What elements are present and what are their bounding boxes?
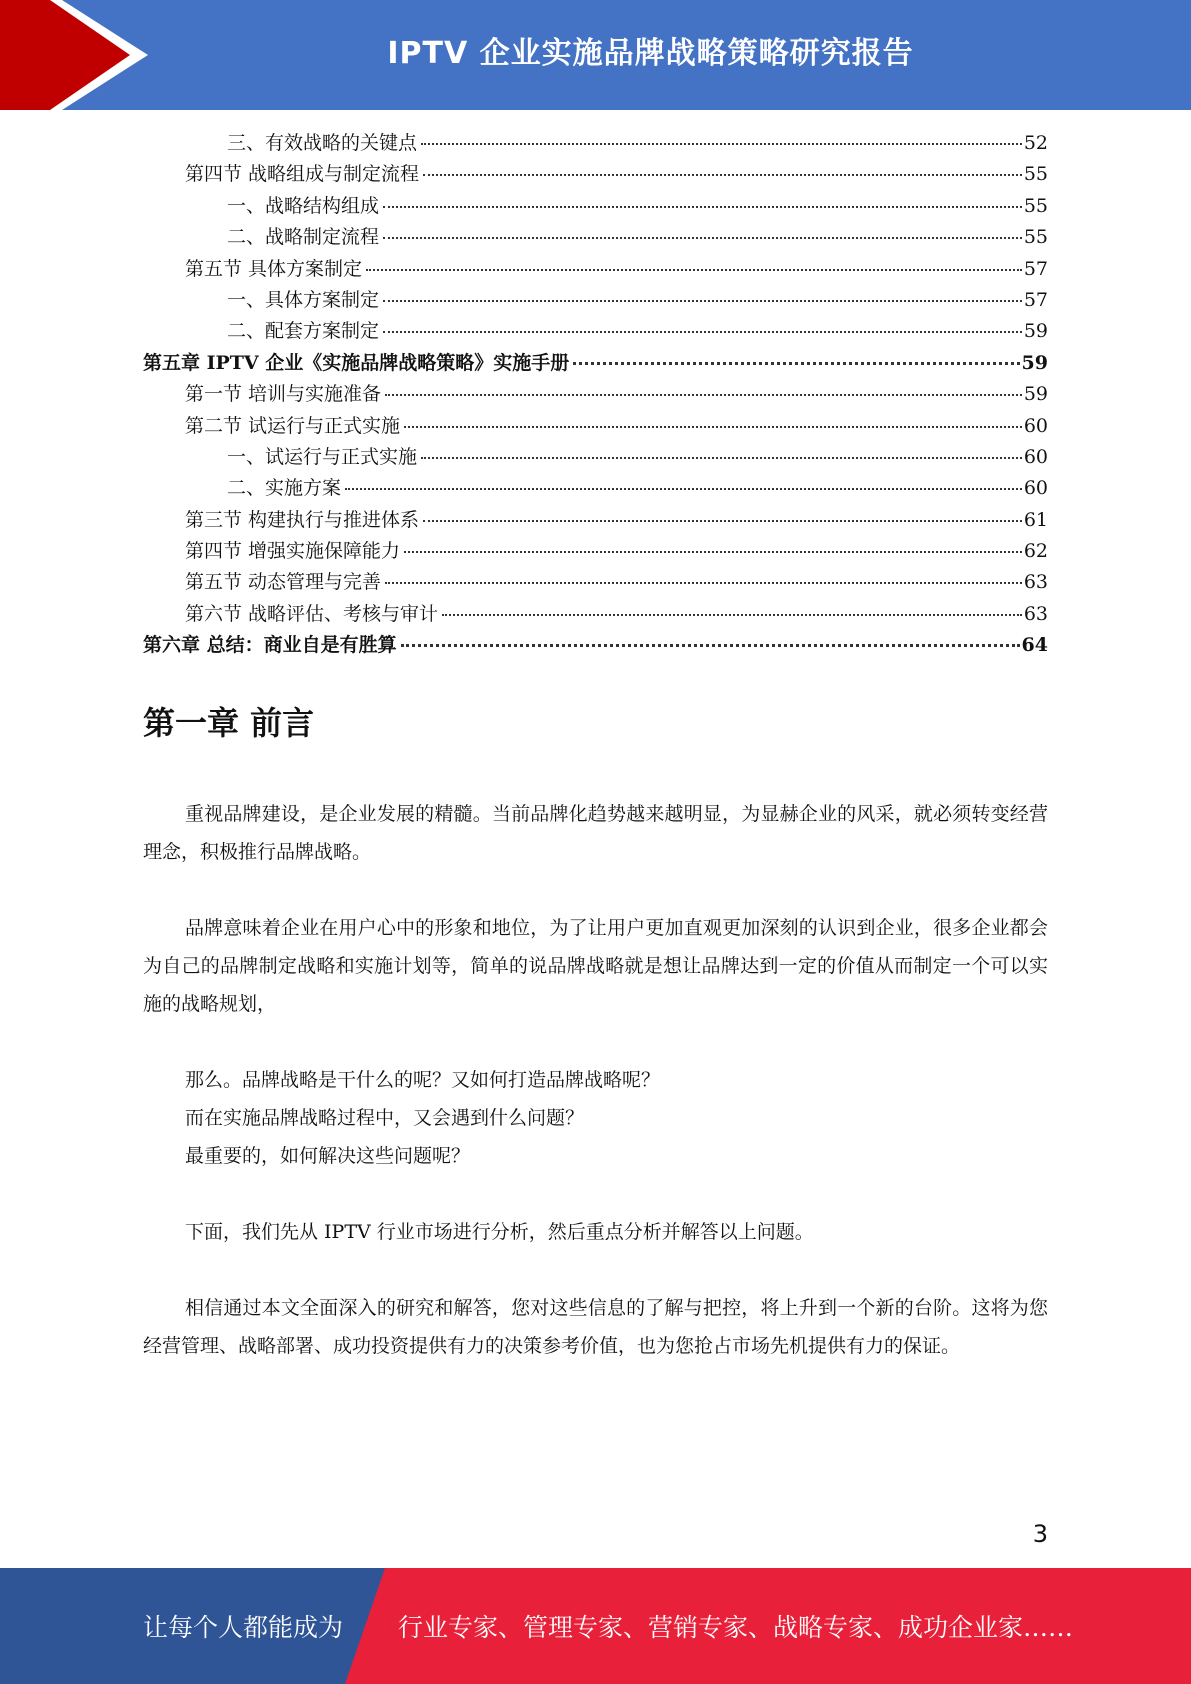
toc-entry[interactable] [143,222,1048,253]
toc-leader-dots [421,143,1022,145]
page-header [0,0,1191,110]
question-1: 那么。品牌战略是干什么的呢？又如何打造品牌战略呢？ [185,1069,661,1091]
chapter-title: 第一章 前言 [143,704,315,742]
toc-entry-title: 第二节 试运行与正式实施 [185,414,401,437]
toc-entry-page: 57 [1023,257,1048,280]
toc-entry-page: 60 [1023,477,1048,500]
page-number: 3 [1032,1520,1048,1548]
toc-entry[interactable] [143,442,1048,473]
toc-entry-title: 第五节 具体方案制定 [185,257,363,280]
toc-entry-title: 第四节 战略组成与制定流程 [185,163,420,186]
toc-entry-title: 二、配套方案制定 [227,320,380,343]
toc-entry[interactable] [143,473,1048,504]
toc-leader-dots [345,488,1022,490]
toc-entry-title: 一、战略结构组成 [227,194,380,217]
question-list [143,1061,1048,1175]
table-of-contents [143,128,1048,662]
footer-slogan-right: 行业专家、管理专家、营销专家、战略专家、成功企业家…… [398,1613,1074,1642]
header-title: IPTV 企业实施品牌战略策略研究报告 [387,36,914,71]
footer-slogan-left: 让每个人都能成为 [143,1613,344,1642]
toc-entry[interactable] [143,316,1048,347]
toc-leader-dots [383,237,1022,239]
toc-leader-dots [423,520,1022,522]
toc-entry-page: 60 [1023,414,1048,437]
toc-leader-dots [383,206,1022,208]
toc-entry[interactable] [143,191,1048,222]
toc-leader-dots [385,582,1022,584]
toc-leader-dots [442,614,1022,616]
toc-leader-dots [366,269,1022,271]
toc-entry-title: 第五节 动态管理与完善 [185,571,382,594]
toc-entry-title: 三、有效战略的关键点 [227,132,418,154]
toc-leader-dots [573,362,1019,365]
paragraph-4: 相信通过本文全面深入的研究和解答，您对这些信息的了解与把控，将上升到一个新的台阶。这将为您经营管理、战略部署、成功投资提供有力的决策参考价值，也为您抢占市场先机提供有力的保证。 [143,1297,1048,1357]
toc-entry[interactable] [143,536,1048,567]
toc-entry-page: 59 [1021,351,1048,374]
paragraph-3: 下面，我们先从 IPTV 行业市场进行分析，然后重点分析并解答以上问题。 [185,1221,814,1243]
toc-leader-dots [383,331,1022,333]
toc-leader-dots [404,551,1022,553]
toc-entry[interactable] [143,411,1048,442]
page-footer [0,1568,1191,1684]
toc-entry[interactable] [143,599,1048,630]
toc-leader-dots [421,457,1022,459]
toc-entry-title: 第六节 战略评估、考核与审计 [185,602,439,625]
question-2: 而在实施品牌战略过程中，又会遇到什么问题？ [185,1107,585,1129]
toc-entry[interactable] [143,159,1048,190]
toc-entry-title: 第三节 构建执行与推进体系 [185,508,420,531]
toc-entry-page: 57 [1023,288,1048,311]
toc-entry-title: 第六章 总结：商业自是有胜算 [143,634,397,657]
toc-entry[interactable] [143,379,1048,410]
toc-entry-title: 第四节 增强实施保障能力 [185,540,401,563]
toc-entry[interactable] [143,505,1048,536]
toc-entry-page: 55 [1023,226,1048,249]
toc-leader-dots [423,174,1022,176]
toc-entry-page: 63 [1023,571,1048,594]
toc-entry-page: 52 [1023,132,1048,154]
toc-entry-page: 62 [1023,540,1048,563]
toc-entry-page: 55 [1023,163,1048,186]
toc-leader-dots [385,394,1022,396]
toc-entry-page: 63 [1023,602,1048,625]
toc-entry[interactable] [143,630,1048,661]
toc-entry-title: 第五章 IPTV 企业《实施品牌战略策略》实施手册 [143,351,570,374]
toc-entry-title: 一、具体方案制定 [227,288,380,311]
toc-entry-page: 64 [1021,634,1048,657]
toc-entry-page: 60 [1023,445,1048,468]
toc-leader-dots [401,644,1020,647]
header-arrow-decoration [0,0,160,110]
toc-entry[interactable] [143,254,1048,285]
toc-entry-title: 二、战略制定流程 [227,226,380,249]
toc-entry-page: 59 [1023,320,1048,343]
toc-entry[interactable] [143,128,1048,159]
toc-entry-title: 第一节 培训与实施准备 [185,383,382,406]
toc-entry-page: 59 [1023,383,1048,406]
toc-entry-title: 二、实施方案 [227,477,342,500]
toc-leader-dots [383,300,1022,302]
toc-entry[interactable] [143,348,1048,379]
paragraph-1: 重视品牌建设，是企业发展的精髓。当前品牌化趋势越来越明显，为显赫企业的风采，就必须转变经营理念，积极推行品牌战略。 [143,803,1048,863]
paragraph-2: 品牌意味着企业在用户心中的形象和地位，为了让用户更加直观更加深刻的认识到企业，很多企业都会为自己的品牌制定战略和实施计划等，简单的说品牌战略就是想让品牌达到一定的价值从而制定一个可以实施的战略规划， [143,917,1048,1015]
toc-entry-title: 一、试运行与正式实施 [227,445,418,468]
toc-entry[interactable] [143,285,1048,316]
toc-entry-page: 61 [1023,508,1048,531]
toc-entry-page: 55 [1023,194,1048,217]
toc-leader-dots [404,426,1022,428]
question-3: 最重要的，如何解决这些问题呢？ [185,1145,471,1167]
toc-entry[interactable] [143,567,1048,598]
